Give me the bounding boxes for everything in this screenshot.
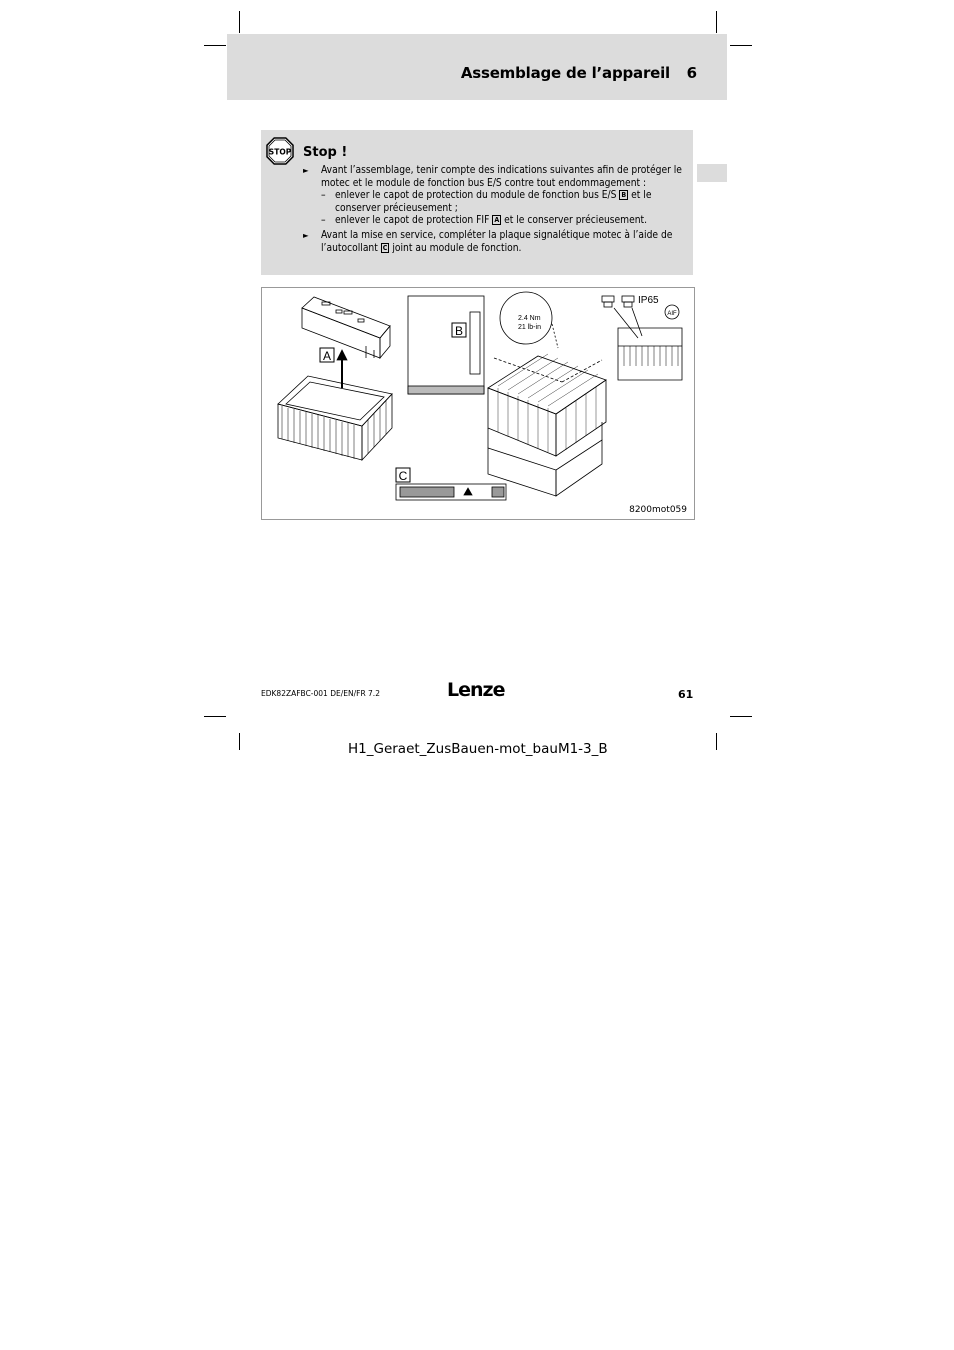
stop-sign-icon <box>266 137 294 165</box>
svg-text:STOP: STOP <box>268 147 292 157</box>
list-item: ► Avant l’assemblage, tenir compte des indications suivantes afin de protéger le motec et le module de fonction bus E/S contre tout endommagement : <box>303 165 682 189</box>
crop-mark <box>730 45 752 46</box>
crop-mark <box>716 11 717 33</box>
figure-id: 8200mot059 <box>629 505 687 515</box>
bullet-triangle-icon: ► <box>303 230 309 240</box>
crop-mark <box>204 716 226 717</box>
bus-module-drawing <box>408 296 484 394</box>
side-thumb-tab <box>697 164 727 182</box>
list-item: ► Avant la mise en service, compléter la plaque signalétique motec à l’aide de l’autocollant C joint au module de fonction. <box>303 229 673 254</box>
file-slug: H1_Geraet_ZusBauen-mot_bauM1-3_B <box>348 741 608 757</box>
ip65-detail-fins <box>624 346 678 366</box>
stop-warning-box <box>261 130 693 275</box>
ref-box-a: A <box>494 216 500 225</box>
label-c: C <box>398 469 408 483</box>
fif-heatsink-drawing <box>278 376 392 460</box>
ref-box-b: B <box>621 191 627 200</box>
crop-mark <box>239 733 240 750</box>
chapter-number: 6 <box>686 64 697 82</box>
label-a: A <box>322 349 332 363</box>
bullet-triangle-icon: ► <box>303 166 309 175</box>
lenze-logo: Lenze <box>447 679 505 701</box>
assembly-drawing <box>262 288 694 519</box>
document-code: EDK82ZAFBC-001 DE/EN/FR 7.2 <box>261 689 380 698</box>
crop-mark <box>204 45 226 46</box>
nameplate-sticker-drawing <box>396 484 506 500</box>
stop-title: Stop ! <box>303 145 348 160</box>
protection-cap-drawing <box>302 297 390 358</box>
stop-instructions <box>303 165 691 255</box>
crop-mark <box>239 11 240 33</box>
chapter-header <box>227 34 727 100</box>
ref-box-c: C <box>382 243 388 252</box>
chapter-title: Assemblage de l’appareil <box>460 64 670 82</box>
motec-unit-drawing <box>488 356 606 496</box>
page-number: 61 <box>678 688 694 701</box>
list-item: – enlever le capot de protection du module de fonction bus E/S B et le conserver précieusement ; <box>321 190 652 214</box>
ip65-label: IP65 <box>638 295 659 306</box>
list-item: – enlever le capot de protection FIF A et le conserver précieusement. <box>321 215 648 227</box>
aif-label: AIF <box>667 311 677 317</box>
crop-mark <box>716 733 717 750</box>
label-b: B <box>454 324 464 338</box>
assembly-figure <box>261 287 695 520</box>
torque-lbin: 21 lb-in <box>518 324 541 331</box>
ip65-detail-drawing <box>602 296 682 380</box>
crop-mark <box>730 716 752 717</box>
torque-nm: 2.4 Nm <box>518 315 541 322</box>
